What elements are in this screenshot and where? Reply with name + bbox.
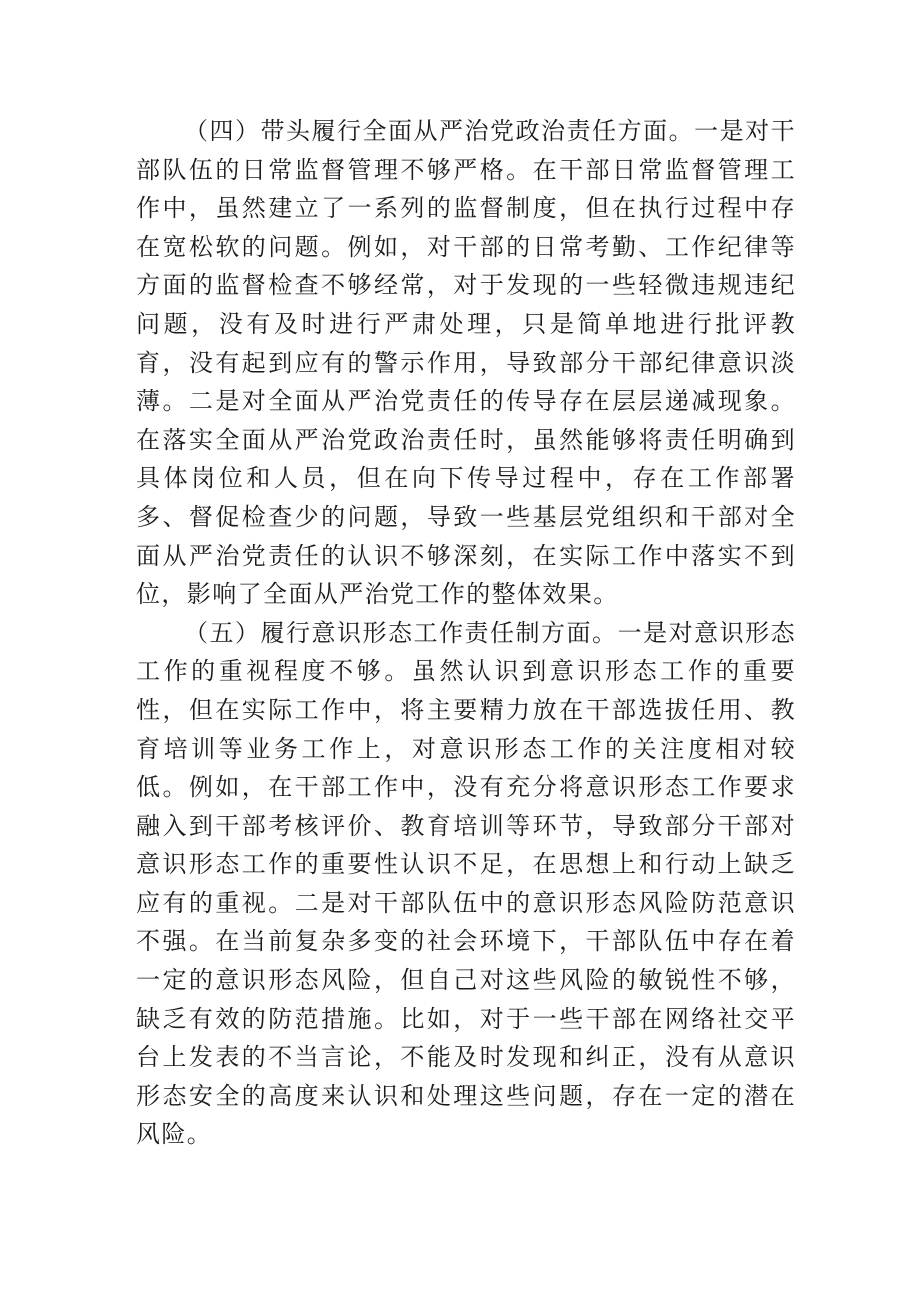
document-body [136,112,796,1154]
paragraph-section-four: （四）带头履行全面从严治党政治责任方面。一是对干部队伍的日常监督管理不够严格。在干部日常监督管理工作中，虽然建立了一系列的监督制度，但在执行过程中存在宽松软的问题。例如，对干部的日常考勤、工作纪律等方面的监督检查不够经常，对于发现的一些轻微违规违纪问题，没有及时进行严肃处理，只是简单地进行批评教育，没有起到应有的警示作用，导致部分干部纪律意识淡薄。二是对全面从严治党责任的传导存在层层递减现象。在落实全面从严治党政治责任时，虽然能够将责任明确到具体岗位和人员，但在向下传导过程中，存在工作部署多、督促检查少的问题，导致一些基层党组织和干部对全面从严治党责任的认识不够深刻，在实际工作中落实不到位，影响了全面从严治党工作的整体效果。 [136,117,796,609]
paragraph-section-five: （五）履行意识形态工作责任制方面。一是对意识形态工作的重视程度不够。虽然认识到意识形态工作的重要性，但在实际工作中，将主要精力放在干部选拔任用、教育培训等业务工作上，对意识形态工作的关注度相对较低。例如，在干部工作中，没有充分将意识形态工作要求融入到干部考核评价、教育培训等环节，导致部分干部对意识形态工作的重要性认识不足，在思想上和行动上缺乏应有的重视。二是对干部队伍中的意识形态风险防范意识不强。在当前复杂多变的社会环境下，干部队伍中存在着一定的意识形态风险，但自己对这些风险的敏锐性不够，缺乏有效的防范措施。比如，对于一些干部在网络社交平台上发表的不当言论，不能及时发现和纠正，没有从意识形态安全的高度来认识和处理这些问题，存在一定的潜在风险。 [136,618,796,1149]
